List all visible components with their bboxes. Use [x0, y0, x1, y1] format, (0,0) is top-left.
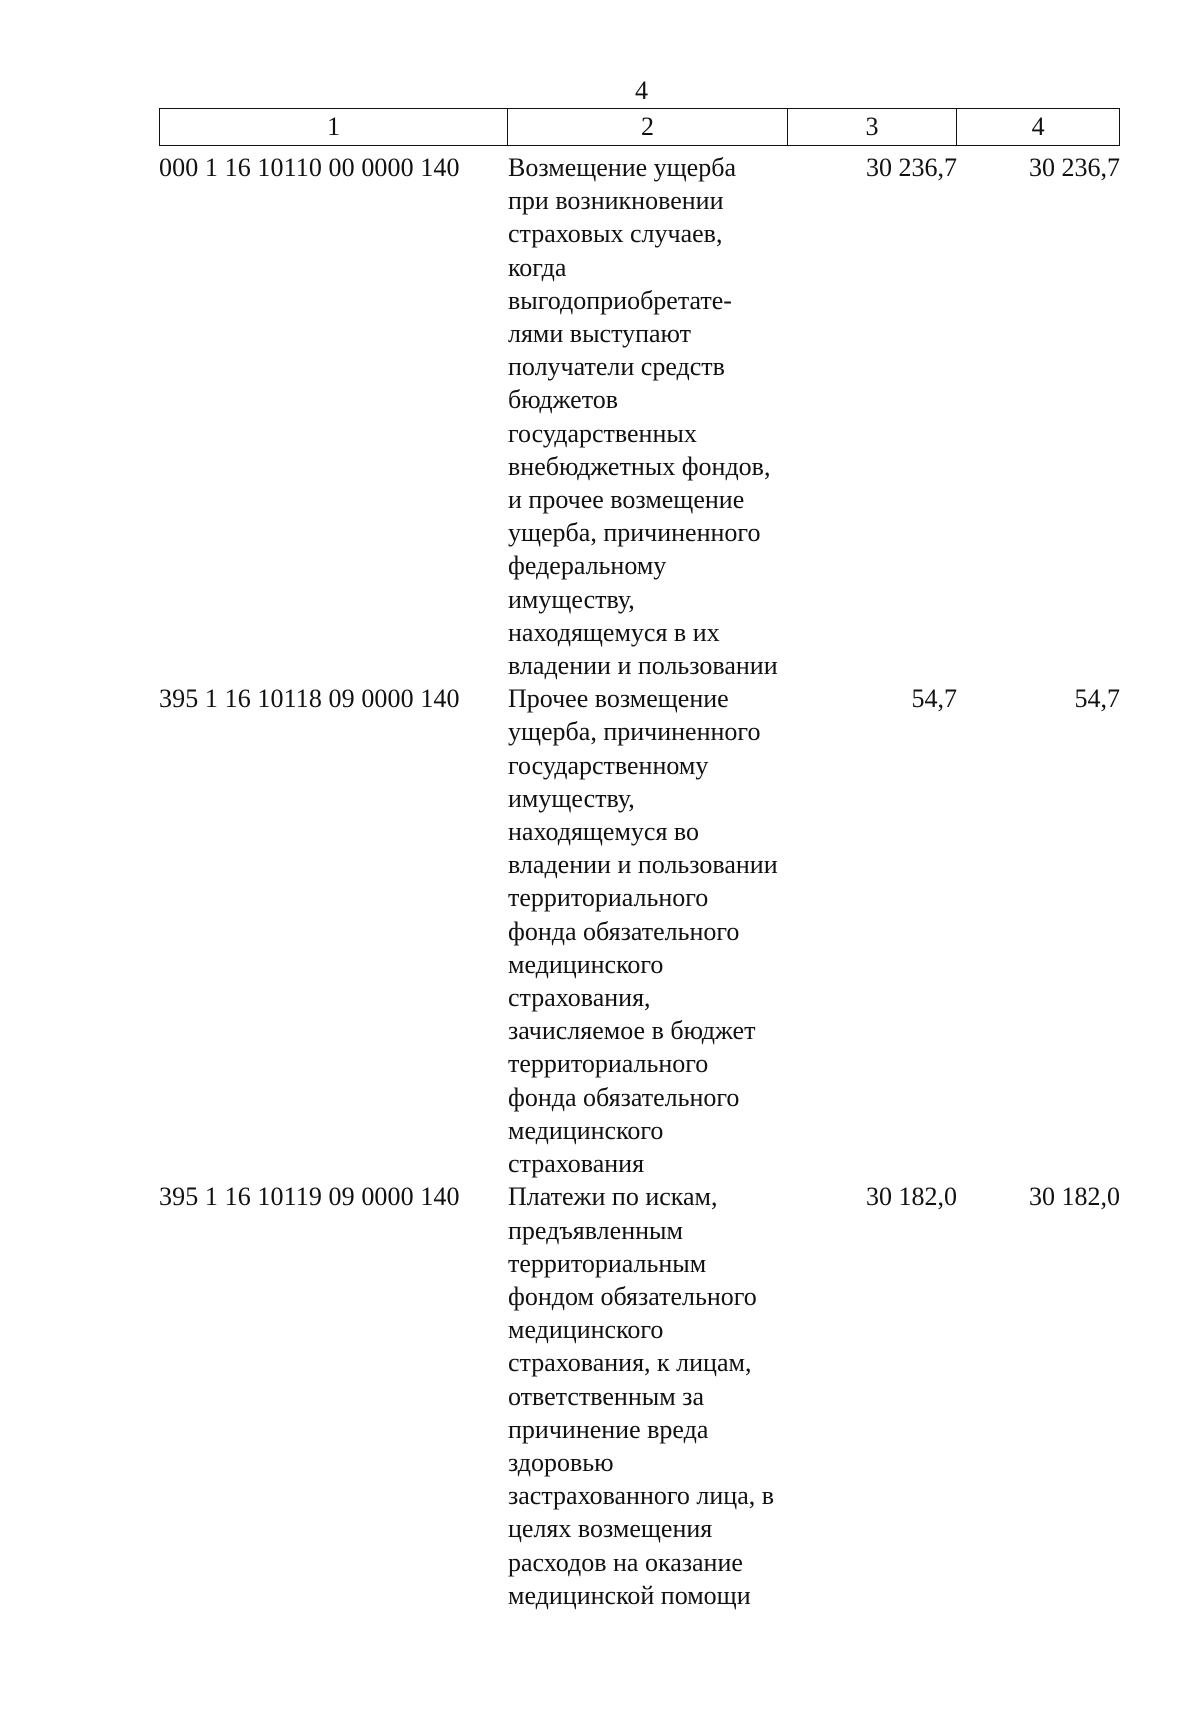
- budget-code: 395 1 16 10118 09 0000 140: [159, 684, 460, 714]
- amount-column-3: 54,7: [911, 684, 957, 714]
- table-body: [159, 151, 1120, 1612]
- income-name: Платежи по искам, предъявленным территориальным фондом обязательного медицинского страхования, к лицам, ответственным за причинение вреда здоровью застрахованного лица, в целях возмещения расходов на оказание медицинской помощи: [508, 1182, 775, 1610]
- table-row: [159, 151, 1120, 682]
- column-header-1: 1: [160, 109, 508, 145]
- amount-column-3: 30 182,0: [866, 1182, 957, 1212]
- budget-code: 000 1 16 10110 00 0000 140: [159, 153, 460, 182]
- table-row: [159, 1180, 1120, 1612]
- page-number: 4: [635, 76, 648, 105]
- amount-column-4: 30 236,7: [1029, 153, 1120, 182]
- amount-column-3: 30 236,7: [866, 153, 957, 182]
- table-header: [159, 108, 1120, 146]
- column-header-4: 4: [1031, 112, 1045, 141]
- table-row: [159, 682, 1120, 1180]
- amount-column-4: 30 182,0: [1029, 1182, 1120, 1212]
- column-header-2: 2: [508, 109, 787, 145]
- income-name: Прочее возмещение ущерба, причиненного государственному имуществу, находящемуся во владении и пользовании территориального фонда обязательного медицинского страхования, зачисляемое в бюджет территориального фонда обязательного медицинского страхования: [508, 684, 778, 1179]
- column-header-3: 3: [788, 109, 958, 145]
- income-name: Возмещение ущерба при возникновении страховых случаев, когда выгодоприобретате- лями выступают получатели средств бюджетов государственных внебюджетных фондов, и прочее возмещение ущерба, причиненного федеральному имуществу, находящемуся в их владении и пользовании: [508, 153, 778, 681]
- amount-column-4: 54,7: [1074, 684, 1120, 714]
- budget-code: 395 1 16 10119 09 0000 140: [159, 1182, 460, 1212]
